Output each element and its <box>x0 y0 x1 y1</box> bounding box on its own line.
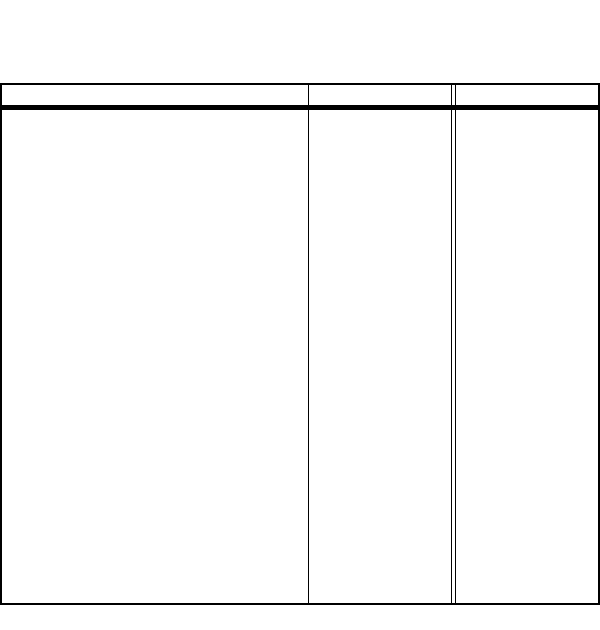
table-header-row <box>2 85 598 110</box>
column-divider <box>308 85 309 603</box>
nutrient-table <box>0 83 600 605</box>
serving-gutter <box>451 85 456 603</box>
